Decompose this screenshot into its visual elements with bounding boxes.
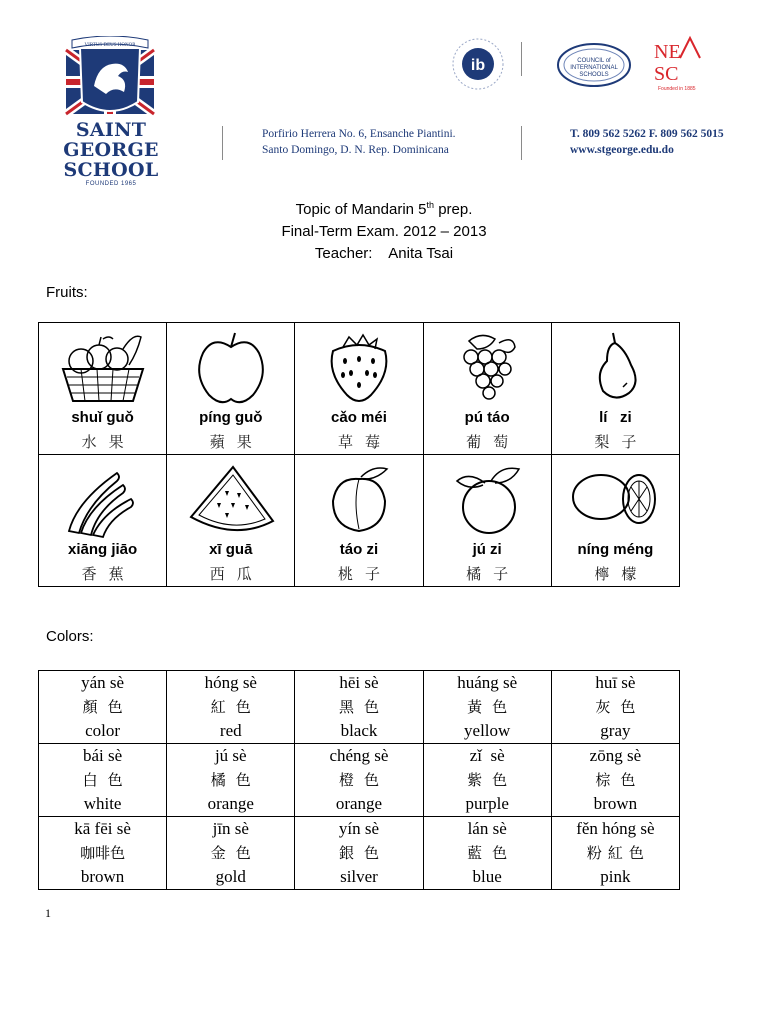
school-name bbox=[34, 120, 188, 189]
fruit-hanzi: 蘋果 bbox=[209, 433, 264, 451]
orange-icon bbox=[441, 461, 533, 539]
color-hanzi: 銀色 bbox=[338, 844, 389, 862]
fruit-pinyin: táo zi bbox=[339, 541, 379, 558]
fruit-pinyin: xiāng jiāo bbox=[68, 541, 138, 558]
color-pinyin: jú sè bbox=[214, 746, 247, 765]
color-pinyin: huáng sè bbox=[457, 673, 518, 692]
fruit-pinyin: píng guǒ bbox=[199, 409, 263, 426]
watermelon-icon bbox=[185, 461, 277, 539]
color-english: brown bbox=[593, 794, 638, 813]
phone-fax: T. 809 562 5262 F. 809 562 5015 bbox=[570, 128, 724, 140]
color-hanzi: 紅色 bbox=[210, 698, 261, 716]
ib-logo bbox=[452, 38, 504, 90]
color-pinyin: huī sè bbox=[595, 673, 636, 692]
color-cell bbox=[295, 744, 423, 817]
fruit-hanzi: 橘子 bbox=[466, 565, 521, 583]
svg-text:COUNCIL of: COUNCIL of bbox=[577, 58, 611, 64]
colors-table bbox=[38, 670, 680, 890]
color-pinyin: jīn sè bbox=[212, 819, 249, 838]
divider bbox=[222, 126, 223, 160]
divider bbox=[521, 42, 522, 76]
color-pinyin: zǐ sè bbox=[469, 746, 505, 765]
color-cell bbox=[39, 744, 167, 817]
color-cell bbox=[295, 671, 423, 744]
color-hanzi: 黃色 bbox=[467, 698, 518, 716]
website: www.stgeorge.edu.do bbox=[570, 144, 674, 156]
color-english: silver bbox=[340, 867, 378, 886]
color-cell bbox=[39, 671, 167, 744]
fruit-hanzi: 葡萄 bbox=[466, 433, 521, 451]
svg-text:SC: SC bbox=[654, 63, 679, 85]
fruit-hanzi: 草莓 bbox=[337, 433, 392, 451]
fruit-cell bbox=[551, 323, 679, 455]
color-cell bbox=[167, 671, 295, 744]
exam-title bbox=[0, 194, 768, 265]
color-cell bbox=[551, 744, 679, 817]
fruit-cell bbox=[39, 323, 167, 455]
fruit-cell bbox=[39, 455, 167, 587]
fruit-pinyin: shuǐ guǒ bbox=[71, 409, 134, 426]
fruit-cell bbox=[551, 455, 679, 587]
fruit-hanzi: 檸檬 bbox=[594, 565, 649, 583]
school-name-line2: SCHOOL bbox=[63, 159, 159, 181]
fruit-basket-icon bbox=[57, 329, 149, 407]
color-cell bbox=[39, 817, 167, 890]
strawberry-icon bbox=[313, 329, 405, 407]
color-pinyin: chéng sè bbox=[329, 746, 389, 765]
color-english: purple bbox=[465, 794, 509, 813]
color-english: gray bbox=[600, 721, 631, 740]
color-cell bbox=[423, 817, 551, 890]
grapes-icon bbox=[441, 329, 533, 407]
color-cell bbox=[167, 817, 295, 890]
color-cell bbox=[423, 671, 551, 744]
color-hanzi: 黑色 bbox=[338, 698, 389, 716]
color-english: yellow bbox=[464, 721, 511, 740]
color-cell bbox=[295, 817, 423, 890]
color-cell bbox=[551, 671, 679, 744]
divider bbox=[521, 126, 522, 160]
school-contact bbox=[570, 126, 724, 158]
svg-text:NE: NE bbox=[654, 41, 681, 63]
color-pinyin: fěn hóng sè bbox=[576, 819, 655, 838]
colors-heading: Colors: bbox=[46, 628, 94, 645]
school-crest-logo bbox=[58, 36, 162, 118]
address-line1: Porfirio Herrera No. 6, Ensanche Piantini. bbox=[262, 128, 456, 140]
apple-icon bbox=[185, 329, 277, 407]
fruit-hanzi: 水果 bbox=[81, 433, 136, 451]
color-cell bbox=[423, 744, 551, 817]
school-name-line1: SAINT GEORGE bbox=[63, 119, 159, 161]
lemon-icon bbox=[569, 461, 661, 539]
color-english: orange bbox=[335, 794, 383, 813]
color-cell bbox=[551, 817, 679, 890]
fruit-cell bbox=[295, 323, 423, 455]
fruit-pinyin: pú táo bbox=[464, 409, 510, 426]
fruit-cell bbox=[295, 455, 423, 587]
color-english: brown bbox=[80, 867, 125, 886]
color-hanzi: 紫色 bbox=[467, 771, 518, 789]
color-hanzi: 白色 bbox=[82, 771, 133, 789]
color-english: pink bbox=[600, 867, 631, 886]
color-english: red bbox=[219, 721, 242, 740]
color-cell bbox=[167, 744, 295, 817]
fruit-hanzi: 桃子 bbox=[337, 565, 392, 583]
peach-icon bbox=[313, 461, 405, 539]
fruits-table bbox=[38, 322, 680, 587]
fruit-cell bbox=[423, 323, 551, 455]
color-hanzi: 橘色 bbox=[210, 771, 261, 789]
color-english: white bbox=[83, 794, 122, 813]
color-hanzi: 金色 bbox=[210, 844, 261, 862]
title-line1: Topic of Mandarin 5th prep. bbox=[295, 200, 473, 218]
fruit-pinyin: jú zi bbox=[472, 541, 502, 558]
banana-icon bbox=[57, 461, 149, 539]
color-english: gold bbox=[215, 867, 246, 886]
color-pinyin: yín sè bbox=[338, 819, 380, 838]
fruit-pinyin: lí zi bbox=[599, 409, 632, 426]
color-english: black bbox=[340, 721, 378, 740]
title-line3: Teacher: Anita Tsai bbox=[314, 245, 454, 262]
fruit-hanzi: 香蕉 bbox=[81, 565, 136, 583]
svg-text:SCHOOLS: SCHOOLS bbox=[579, 72, 609, 78]
fruit-hanzi: 西瓜 bbox=[209, 565, 264, 583]
page-number: 1 bbox=[45, 906, 51, 920]
color-hanzi: 棕色 bbox=[595, 771, 646, 789]
color-pinyin: lán sè bbox=[467, 819, 507, 838]
color-hanzi: 灰色 bbox=[595, 698, 646, 716]
color-pinyin: kā fēi sè bbox=[74, 819, 131, 838]
color-pinyin: hóng sè bbox=[204, 673, 257, 692]
color-english: orange bbox=[207, 794, 254, 813]
color-pinyin: zōng sè bbox=[589, 746, 642, 765]
svg-text:Founded in 1885: Founded in 1885 bbox=[658, 86, 696, 92]
cis-logo bbox=[555, 40, 633, 90]
school-address bbox=[262, 126, 456, 158]
letterhead bbox=[0, 0, 768, 190]
color-hanzi: 粉紅色 bbox=[586, 844, 650, 862]
pear-icon bbox=[569, 329, 661, 407]
fruits-heading: Fruits: bbox=[46, 284, 88, 301]
color-hanzi: 橙色 bbox=[338, 771, 389, 789]
color-hanzi: 顏色 bbox=[82, 698, 133, 716]
svg-text:ib: ib bbox=[470, 57, 486, 74]
color-pinyin: hēi sè bbox=[339, 673, 379, 692]
fruit-cell bbox=[423, 455, 551, 587]
fruit-pinyin: níng méng bbox=[577, 541, 654, 558]
color-english: color bbox=[85, 721, 121, 740]
fruit-cell bbox=[167, 455, 295, 587]
crest-motto: VIRTUS DEUS HONOR bbox=[84, 43, 136, 48]
color-hanzi: 咖啡色 bbox=[80, 844, 126, 862]
founded-year: FOUNDED 1965 bbox=[85, 181, 137, 187]
fruit-hanzi: 梨子 bbox=[594, 433, 649, 451]
color-pinyin: yán sè bbox=[81, 673, 125, 692]
color-english: blue bbox=[472, 867, 502, 886]
svg-text:INTERNATIONAL: INTERNATIONAL bbox=[570, 65, 618, 71]
color-hanzi: 藍色 bbox=[467, 844, 518, 862]
neasc-logo bbox=[650, 34, 710, 94]
color-pinyin: bái sè bbox=[82, 746, 123, 765]
title-line2: Final-Term Exam. 2012 – 2013 bbox=[281, 223, 487, 240]
fruit-cell bbox=[167, 323, 295, 455]
fruit-pinyin: cǎo méi bbox=[331, 409, 387, 426]
address-line2: Santo Domingo, D. N. Rep. Dominicana bbox=[262, 144, 449, 156]
fruit-pinyin: xī guā bbox=[209, 541, 253, 558]
